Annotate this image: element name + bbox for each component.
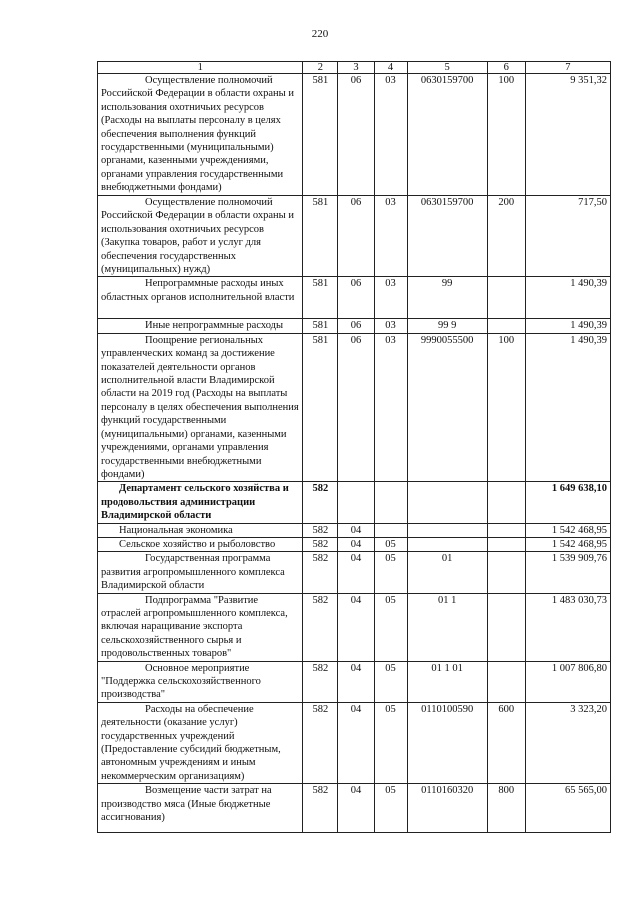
row-expense-type: 100 <box>487 333 525 481</box>
column-header: 5 <box>407 62 487 74</box>
row-section: 06 <box>338 277 374 319</box>
row-target-article <box>407 482 487 523</box>
row-admin-code: 582 <box>303 593 338 661</box>
row-section <box>338 482 374 523</box>
row-name: Осуществление полномочий Российской Федерации в области охраны и использования охотничьих ресурсов (Расходы на выплаты персоналу в целях обеспечения выполнения функций государственными (муниципальными) органами, казенными учреждениями, органами управления государственными внебюджетными фондами) <box>98 74 303 196</box>
row-expense-type <box>487 482 525 523</box>
row-admin-code: 582 <box>303 537 338 551</box>
row-subsection: 03 <box>374 333 407 481</box>
row-amount: 65 565,00 <box>525 784 610 833</box>
row-target-article: 9990055500 <box>407 333 487 481</box>
row-amount: 1 490,39 <box>525 333 610 481</box>
row-subsection <box>374 482 407 523</box>
row-expense-type <box>487 593 525 661</box>
row-target-article: 0630159700 <box>407 196 487 277</box>
row-amount: 3 323,20 <box>525 702 610 783</box>
row-subsection: 05 <box>374 552 407 593</box>
row-target-article: 0630159700 <box>407 74 487 196</box>
row-subsection: 05 <box>374 784 407 833</box>
row-expense-type: 200 <box>487 196 525 277</box>
table-row <box>98 593 611 661</box>
row-admin-code: 581 <box>303 333 338 481</box>
row-name: Непрограммные расходы иных областных органов исполнительной власти <box>98 277 303 319</box>
row-section: 04 <box>338 593 374 661</box>
row-expense-type <box>487 552 525 593</box>
row-expense-type <box>487 661 525 702</box>
row-section: 04 <box>338 702 374 783</box>
row-subsection <box>374 523 407 537</box>
row-name: Государственная программа развития агропромышленного комплекса Владимирской области <box>98 552 303 593</box>
row-name: Осуществление полномочий Российской Федерации в области охраны и использования охотничьих ресурсов (Закупка товаров, работ и услуг для обеспечения государственных (муниципальных) нужд) <box>98 196 303 277</box>
table-row <box>98 661 611 702</box>
row-section: 04 <box>338 661 374 702</box>
row-admin-code: 582 <box>303 552 338 593</box>
row-name: Сельское хозяйство и рыболовство <box>98 537 303 551</box>
row-name: Департамент сельского хозяйства и продовольствия администрации Владимирской области <box>98 482 303 523</box>
row-amount: 1 490,39 <box>525 277 610 319</box>
row-amount: 1 483 030,73 <box>525 593 610 661</box>
row-target-article: 0110100590 <box>407 702 487 783</box>
row-admin-code: 581 <box>303 196 338 277</box>
row-name: Поощрение региональных управленческих команд за достижение показателей деятельности органов исполнительной власти Владимирской области на 2019 год (Расходы на выплаты персоналу в целях обеспечения выполнения функций государственными (муниципальными) органами, казенными учреждениями, органами управления государственными внебюджетными фондами) <box>98 333 303 481</box>
row-expense-type <box>487 319 525 333</box>
row-subsection: 05 <box>374 537 407 551</box>
row-amount: 717,50 <box>525 196 610 277</box>
table-row <box>98 74 611 196</box>
row-admin-code: 581 <box>303 277 338 319</box>
column-header: 7 <box>525 62 610 74</box>
row-amount: 1 542 468,95 <box>525 523 610 537</box>
row-amount: 1 490,39 <box>525 319 610 333</box>
row-expense-type <box>487 277 525 319</box>
column-header: 2 <box>303 62 338 74</box>
row-section: 06 <box>338 319 374 333</box>
row-subsection: 03 <box>374 196 407 277</box>
row-expense-type: 800 <box>487 784 525 833</box>
row-target-article: 01 <box>407 552 487 593</box>
row-target-article: 99 <box>407 277 487 319</box>
row-subsection: 03 <box>374 277 407 319</box>
row-target-article: 0110160320 <box>407 784 487 833</box>
column-header: 6 <box>487 62 525 74</box>
row-admin-code: 582 <box>303 523 338 537</box>
row-amount: 1 649 638,10 <box>525 482 610 523</box>
table-row <box>98 196 611 277</box>
row-expense-type <box>487 537 525 551</box>
row-target-article: 99 9 <box>407 319 487 333</box>
row-admin-code: 582 <box>303 661 338 702</box>
row-amount: 1 539 909,76 <box>525 552 610 593</box>
row-name: Иные непрограммные расходы <box>98 319 303 333</box>
row-admin-code: 582 <box>303 784 338 833</box>
row-amount: 1 007 806,80 <box>525 661 610 702</box>
row-admin-code: 581 <box>303 319 338 333</box>
table-row <box>98 482 611 523</box>
row-subsection: 03 <box>374 319 407 333</box>
row-amount: 9 351,32 <box>525 74 610 196</box>
row-admin-code: 581 <box>303 74 338 196</box>
budget-table <box>97 61 611 833</box>
row-section: 04 <box>338 523 374 537</box>
row-section: 06 <box>338 74 374 196</box>
row-name: Основное мероприятие "Поддержка сельскохозяйственного производства" <box>98 661 303 702</box>
table-row <box>98 784 611 833</box>
row-expense-type: 600 <box>487 702 525 783</box>
column-header: 1 <box>98 62 303 74</box>
row-admin-code: 582 <box>303 482 338 523</box>
row-section: 06 <box>338 196 374 277</box>
row-target-article: 01 1 01 <box>407 661 487 702</box>
row-expense-type: 100 <box>487 74 525 196</box>
table-header-row <box>98 62 611 74</box>
row-target-article <box>407 523 487 537</box>
row-admin-code: 582 <box>303 702 338 783</box>
row-section: 04 <box>338 537 374 551</box>
row-subsection: 05 <box>374 593 407 661</box>
table-row <box>98 552 611 593</box>
row-subsection: 05 <box>374 702 407 783</box>
column-header: 3 <box>338 62 374 74</box>
row-expense-type <box>487 523 525 537</box>
column-header: 4 <box>374 62 407 74</box>
row-section: 04 <box>338 552 374 593</box>
table-row <box>98 702 611 783</box>
row-name: Возмещение части затрат на производство мяса (Иные бюджетные ассигнования) <box>98 784 303 833</box>
row-name: Подпрограмма "Развитие отраслей агропромышленного комплекса, включая наращивание экспорта сельскохозяйственного сырья и продовольственных товаров" <box>98 593 303 661</box>
table-row <box>98 523 611 537</box>
table-row <box>98 333 611 481</box>
table-row <box>98 537 611 551</box>
row-name: Расходы на обеспечение деятельности (оказание услуг) государственных учреждений (Предоставление субсидий бюджетным, автономным учреждениям и иным некоммерческим организациям) <box>98 702 303 783</box>
row-subsection: 05 <box>374 661 407 702</box>
table-row <box>98 277 611 319</box>
table-row <box>98 319 611 333</box>
row-section: 04 <box>338 784 374 833</box>
row-subsection: 03 <box>374 74 407 196</box>
page-number: 220 <box>311 28 329 40</box>
row-target-article: 01 1 <box>407 593 487 661</box>
row-target-article <box>407 537 487 551</box>
row-section: 06 <box>338 333 374 481</box>
row-name: Национальная экономика <box>98 523 303 537</box>
row-amount: 1 542 468,95 <box>525 537 610 551</box>
